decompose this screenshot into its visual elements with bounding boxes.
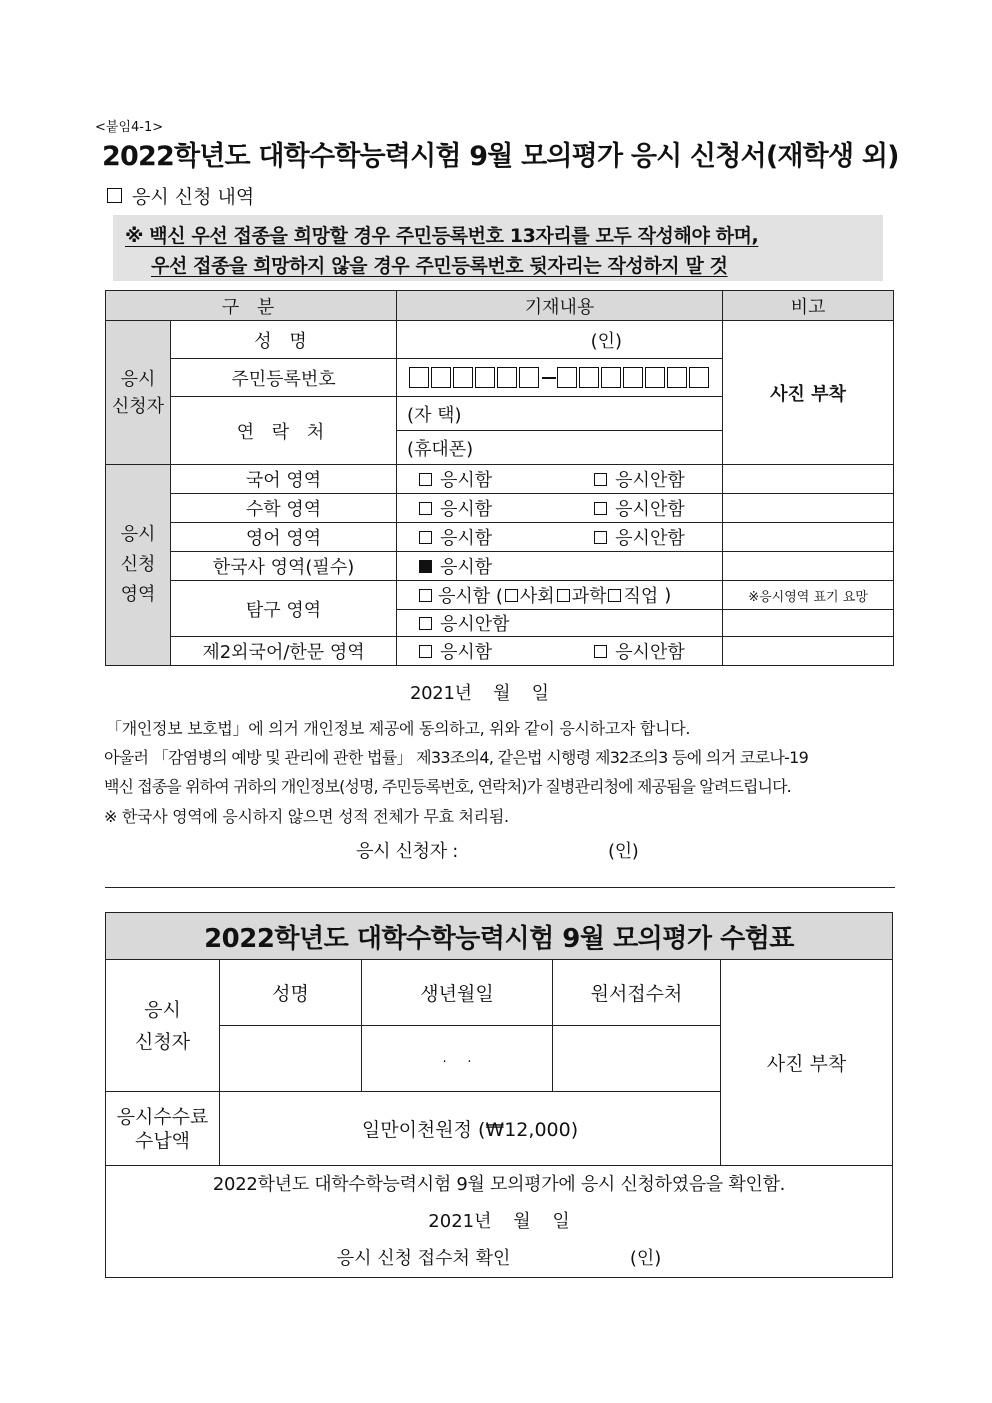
remarks-korean xyxy=(723,465,894,494)
mobile-phone-field[interactable] xyxy=(397,431,723,465)
remarks-foreign xyxy=(723,637,894,666)
ticket-date: 2021년 월 일 xyxy=(428,1211,570,1232)
take-label: 응시함 xyxy=(440,557,493,578)
checkbox-take-history-checked[interactable] xyxy=(419,560,432,573)
header-category: 구 분 xyxy=(106,291,397,321)
home-phone-field[interactable] xyxy=(397,397,723,431)
not-take-label: 응시안함 xyxy=(615,528,685,549)
applicant-group-label: 응시 신청자 xyxy=(106,321,171,465)
checkbox-take-foreign[interactable] xyxy=(419,645,432,658)
notice-line-2: 우선 접종을 희망하지 않을 경우 주민등록번호 뒷자리는 작성하지 말 것 xyxy=(151,255,728,277)
option-vocational: 직업 xyxy=(623,586,659,607)
ticket-fee-label: 응시수수료 수납액 xyxy=(106,1092,220,1166)
ticket-office-confirm xyxy=(106,1240,892,1277)
checkbox-not-take-korean[interactable] xyxy=(594,473,607,486)
option-social: 사회 xyxy=(519,586,555,607)
application-date: 2021년 월 일 xyxy=(410,683,549,704)
not-take-label: 응시안함 xyxy=(440,614,510,635)
divider xyxy=(105,887,895,888)
section-heading xyxy=(107,182,254,209)
ticket-birth-field[interactable]: . . xyxy=(362,1026,553,1092)
name-label: 성 명 xyxy=(171,321,397,359)
checkbox-take-korean[interactable] xyxy=(419,473,432,486)
photo-area: 사진 부착 xyxy=(723,321,894,465)
signature-label: 응시 신청자 : xyxy=(356,841,459,862)
inquiry-note: ※응시영역 표기 요망 xyxy=(723,581,894,610)
ticket-office-field[interactable] xyxy=(553,1026,721,1092)
ticket-photo-area: 사진 부착 xyxy=(721,960,893,1166)
take-label: 응시함 xyxy=(440,499,493,520)
checkbox-not-take-english[interactable] xyxy=(594,531,607,544)
checkbox-take-inquiry[interactable] xyxy=(419,589,432,602)
id-number-label: 주민등록번호 xyxy=(171,359,397,397)
area-label-english: 영어 영역 xyxy=(171,523,397,552)
notice-line-1: ※ 백신 우선 접종을 희망할 경우 주민등록번호 13자리를 모두 작성해야 하며, xyxy=(125,225,759,247)
ticket-confirm-text: 2022학년도 대학수학능력시험 9월 모의평가에 응시 신청하였음을 확인함. xyxy=(212,1174,786,1195)
contact-label: 연 락 처 xyxy=(171,397,397,465)
home-phone-label: (자 택) xyxy=(407,404,462,426)
signature-seal[interactable]: (인) xyxy=(608,841,639,862)
not-take-label: 응시안함 xyxy=(615,499,685,520)
area-options-english xyxy=(397,523,723,552)
area-options-inquiry-not-take xyxy=(397,610,723,637)
inquiry-close: ) xyxy=(664,584,672,606)
id-number-field[interactable] xyxy=(397,359,723,397)
consent-line-4: ※ 한국사 영역에 응시하지 않으면 성적 전체가 무효 처리됨. xyxy=(104,807,509,826)
remarks-english xyxy=(723,523,894,552)
ticket-col-office: 원서접수처 xyxy=(553,960,721,1026)
office-confirm-label: 응시 신청 접수처 확인 xyxy=(336,1248,511,1269)
header-content: 기재내용 xyxy=(397,291,723,321)
name-field[interactable] xyxy=(397,321,723,359)
admission-ticket xyxy=(105,912,893,1278)
not-take-label: 응시안함 xyxy=(615,470,685,491)
consent-line-2: 아울러 「감염병의 예방 및 관리에 관한 법률」 제33조의4, 같은법 시행령 제32조의3 등에 의거 코로나-19 xyxy=(104,748,809,767)
checkbox-science[interactable] xyxy=(557,589,570,602)
not-take-label: 응시안함 xyxy=(615,642,685,663)
area-label-math: 수학 영역 xyxy=(171,494,397,523)
notice-box xyxy=(113,215,883,281)
ticket-name-field[interactable] xyxy=(220,1026,362,1092)
ticket-fee-value: 일만이천원정 (₩12,000) xyxy=(220,1092,721,1166)
application-table xyxy=(105,290,894,666)
checkbox-not-take-inquiry[interactable] xyxy=(419,617,432,630)
header-remarks: 비고 xyxy=(723,291,894,321)
checkbox-take-math[interactable] xyxy=(419,502,432,515)
area-options-history xyxy=(397,552,723,581)
area-label-foreign: 제2외국어/한문 영역 xyxy=(171,637,397,666)
ticket-col-birth: 생년월일 xyxy=(362,960,553,1026)
dash-icon xyxy=(542,377,556,379)
remarks-inquiry xyxy=(723,610,894,637)
checkbox-social[interactable] xyxy=(505,589,518,602)
checkbox-vocational[interactable] xyxy=(608,589,621,602)
take-label: 응시함 xyxy=(440,528,493,549)
document-title: 2022학년도 대학수학능력시험 9월 모의평가 응시 신청서(재학생 외) xyxy=(102,141,899,172)
area-options-math xyxy=(397,494,723,523)
option-science: 과학 xyxy=(571,586,607,607)
mobile-phone-label: (휴대폰) xyxy=(407,438,474,460)
consent-line-3: 백신 접종을 위하여 귀하의 개인정보(성명, 주민등록번호, 연락처)가 질병관리청에 제공됨을 알려드립니다. xyxy=(104,777,791,796)
attachment-label: <붙임4-1> xyxy=(95,120,164,135)
area-options-korean xyxy=(397,465,723,494)
ticket-applicant-label: 응시 신청자 xyxy=(106,960,220,1092)
area-label-korean: 국어 영역 xyxy=(171,465,397,494)
consent-line-1: 「개인정보 보호법」에 의거 개인정보 제공에 동의하고, 위와 같이 응시하고자 합니다. xyxy=(106,719,691,738)
take-label: 응시함 xyxy=(440,470,493,491)
ticket-title: 2022학년도 대학수학능력시험 9월 모의평가 수험표 xyxy=(106,913,893,960)
seal-mark: (인) xyxy=(590,330,622,352)
remarks-history xyxy=(723,552,894,581)
area-options-inquiry-take xyxy=(397,581,723,610)
office-seal[interactable]: (인) xyxy=(629,1248,662,1269)
section-title: 응시 신청 내역 xyxy=(132,186,255,208)
ticket-col-name: 성명 xyxy=(220,960,362,1026)
checkbox-not-take-math[interactable] xyxy=(594,502,607,515)
checkbox-take-english[interactable] xyxy=(419,531,432,544)
checkbox-not-take-foreign[interactable] xyxy=(594,645,607,658)
ticket-confirmation xyxy=(106,1166,893,1278)
inquiry-open: 응시함 ( xyxy=(438,586,503,607)
remarks-math xyxy=(723,494,894,523)
take-label: 응시함 xyxy=(440,642,493,663)
area-group-label: 응시 신청 영역 xyxy=(106,465,171,666)
area-label-history: 한국사 영역(필수) xyxy=(171,552,397,581)
area-label-inquiry: 탐구 영역 xyxy=(171,581,397,637)
area-options-foreign xyxy=(397,637,723,666)
checkbox-icon xyxy=(107,188,122,203)
